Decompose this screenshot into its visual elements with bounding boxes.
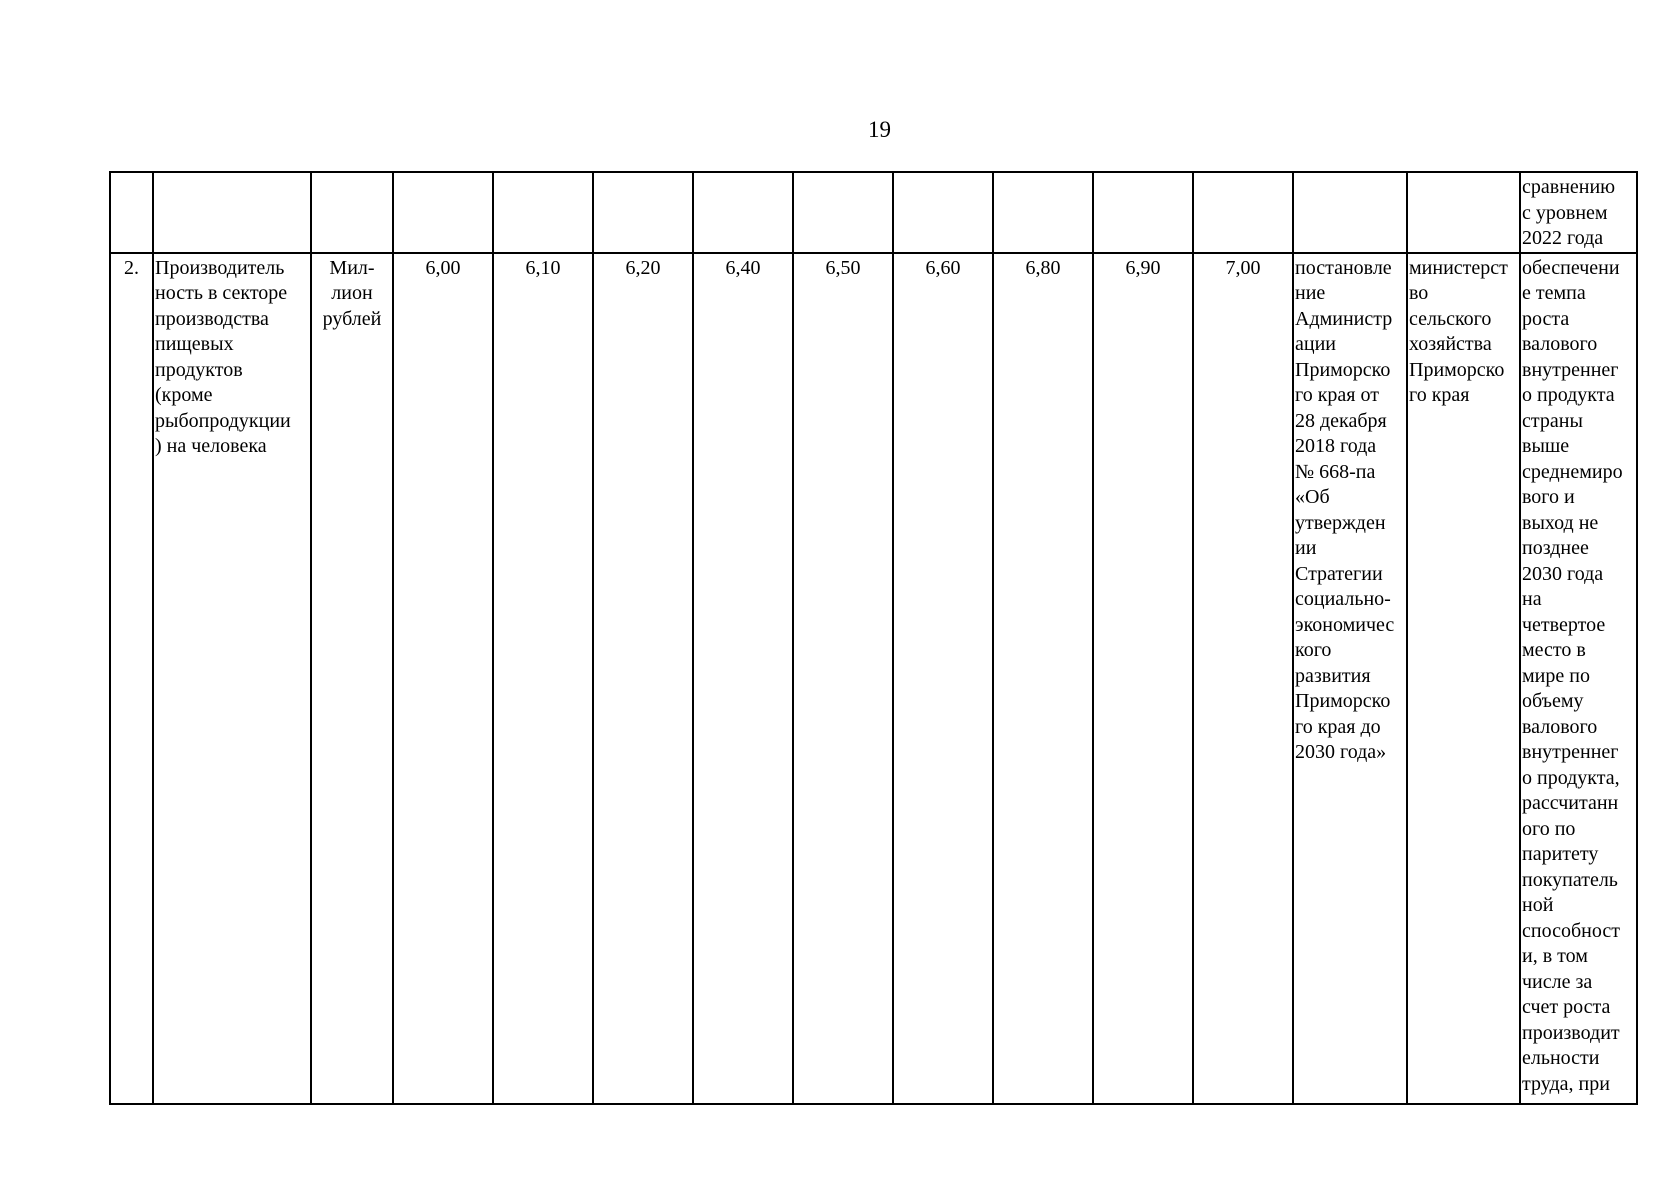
- cell-number: [110, 253, 153, 1104]
- cell-document: [1293, 253, 1407, 1104]
- cell-value: [493, 253, 593, 1104]
- target-continuation-text: сравнению с уровнем 2022 года: [1522, 176, 1616, 249]
- value-text: 6,00: [425, 256, 461, 279]
- cell-value: [993, 253, 1093, 1104]
- cell-value: [393, 172, 493, 253]
- cell-value: [893, 172, 993, 253]
- value-text: 6,50: [825, 256, 861, 279]
- indicators-table: [109, 171, 1638, 1105]
- value-text: 6,90: [1125, 256, 1161, 279]
- cell-value: [893, 253, 993, 1104]
- table-row: [110, 253, 1637, 1104]
- cell-responsible: [1407, 172, 1520, 253]
- cell-target: [1520, 172, 1637, 253]
- cell-value: [1193, 172, 1293, 253]
- cell-responsible: [1407, 253, 1520, 1104]
- value-text: 6,60: [925, 256, 961, 279]
- cell-number: [110, 172, 153, 253]
- cell-value: [1093, 172, 1193, 253]
- cell-value: [693, 253, 793, 1104]
- document-text: постановле ние Администр ации Приморско го края от 28 декабря 2018 года № 668-па «Об утвержден ии Стратегии социально- экономичес кого развития Приморско го края до 2030 года»: [1295, 256, 1395, 763]
- value-text: 6,80: [1025, 256, 1061, 279]
- cell-value: [793, 172, 893, 253]
- cell-target: [1520, 253, 1637, 1104]
- cell-value: [493, 172, 593, 253]
- cell-value: [1093, 253, 1193, 1104]
- page-number: 19: [868, 117, 891, 142]
- cell-value: [993, 172, 1093, 253]
- responsible-text: министерст во сельского хозяйства Приморско го края: [1409, 256, 1508, 406]
- cell-value: [793, 253, 893, 1104]
- value-text: 6,20: [625, 256, 661, 279]
- cell-value: [593, 172, 693, 253]
- cell-value: [593, 253, 693, 1104]
- table-row: [110, 172, 1637, 253]
- unit-name: Мил- лион рублей: [322, 256, 382, 330]
- cell-indicator: [153, 172, 311, 253]
- cell-unit: [311, 253, 393, 1104]
- cell-document: [1293, 172, 1407, 253]
- cell-value: [1193, 253, 1293, 1104]
- value-text: 7,00: [1225, 256, 1261, 279]
- value-text: 6,40: [725, 256, 761, 279]
- target-text: обеспечени е темпа роста валового внутреннег о продукта страны выше среднемиро вого и выход не позднее 2030 года на четвертое место в мире по объему валового внутреннег о продукта, рассчитанн ого по паритету покупатель ной способност и, в том числе за счет роста производит ельности труда, при: [1522, 256, 1623, 1095]
- cell-unit: [311, 172, 393, 253]
- value-text: 6,10: [525, 256, 561, 279]
- cell-value: [393, 253, 493, 1104]
- indicator-name: Производитель ность в секторе производства пищевых продуктов (кроме рыбопродукции ) на человека: [155, 256, 291, 457]
- cell-value: [693, 172, 793, 253]
- row-number: 2.: [124, 256, 139, 279]
- cell-indicator: [153, 253, 311, 1104]
